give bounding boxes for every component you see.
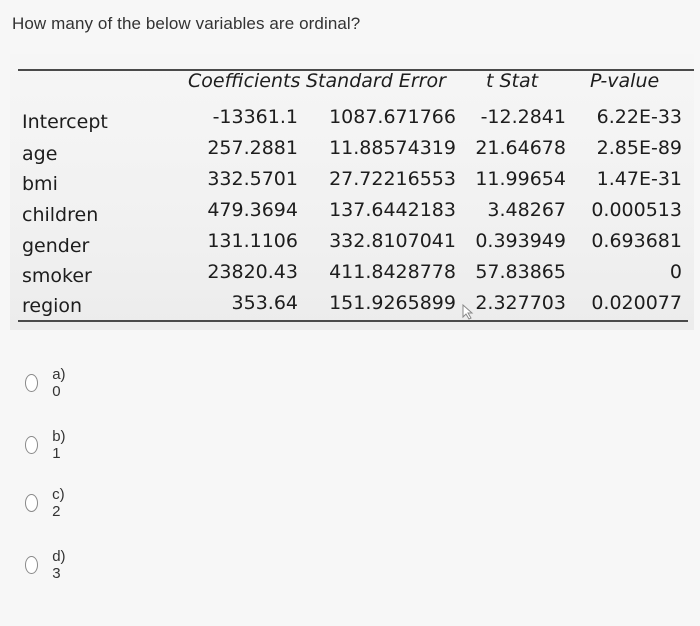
cell-coefficient: 353.64	[231, 292, 298, 314]
cell-coefficient: 257.2881	[207, 137, 298, 159]
option-label: c) 2	[52, 486, 65, 520]
table-bottom-rule	[18, 320, 688, 322]
mouse-cursor-icon	[462, 304, 474, 320]
cell-coefficient: 479.3694	[207, 199, 298, 221]
cell-p-value: 0	[669, 261, 682, 283]
regression-table-image	[10, 54, 694, 330]
cell-standard-error: 11.88574319	[329, 137, 456, 159]
row-label: age	[22, 143, 58, 165]
cell-p-value: 0.020077	[591, 292, 682, 314]
cell-standard-error: 332.8107041	[329, 230, 456, 252]
row-label: region	[22, 295, 83, 317]
cell-t-stat: 0.393949	[475, 230, 566, 252]
cell-p-value: 2.85E-89	[596, 137, 682, 159]
cell-p-value: 0.000513	[591, 199, 682, 221]
cell-t-stat: 21.64678	[475, 137, 566, 159]
cell-standard-error: 411.8428778	[329, 261, 456, 283]
row-label: Intercept	[22, 111, 108, 133]
cell-standard-error: 27.72216553	[329, 168, 456, 190]
cell-p-value: 1.47E-31	[596, 168, 682, 190]
row-label: smoker	[22, 265, 92, 287]
header-standard-error: Standard Error	[306, 70, 446, 92]
cell-t-stat: 11.99654	[475, 168, 566, 190]
option-d[interactable]	[25, 548, 70, 582]
cell-standard-error: 151.9265899	[329, 292, 456, 314]
question-text: How many of the below variables are ordinal?	[12, 14, 361, 33]
radio-button[interactable]	[25, 494, 38, 512]
cell-coefficient: 131.1106	[207, 230, 298, 252]
cell-coefficient: 332.5701	[207, 168, 298, 190]
radio-button[interactable]	[25, 436, 38, 454]
cell-coefficient: -13361.1	[212, 106, 298, 128]
regression-table	[10, 54, 694, 330]
cell-t-stat: 3.48267	[487, 199, 566, 221]
cell-coefficient: 23820.43	[207, 261, 298, 283]
radio-button[interactable]	[25, 374, 38, 392]
row-label: gender	[22, 235, 90, 257]
option-c[interactable]	[25, 486, 70, 520]
option-label: d) 3	[52, 548, 66, 582]
row-label: bmi	[22, 173, 58, 195]
cell-standard-error: 137.6442183	[329, 199, 456, 221]
cell-t-stat: 57.83865	[475, 261, 566, 283]
row-label: children	[22, 204, 99, 226]
cell-p-value: 6.22E-33	[596, 106, 682, 128]
header-coefficients: Coefficients	[188, 70, 301, 92]
option-label: a) 0	[52, 366, 66, 400]
radio-button[interactable]	[25, 556, 38, 574]
cell-t-stat: -12.2841	[480, 106, 566, 128]
option-b[interactable]	[25, 428, 70, 462]
option-a[interactable]	[25, 366, 70, 400]
option-label: b) 1	[52, 428, 66, 462]
cell-t-stat: 2.327703	[475, 292, 566, 314]
header-p-value: P-value	[590, 70, 660, 92]
cell-p-value: 0.693681	[591, 230, 682, 252]
cell-standard-error: 1087.671766	[329, 106, 456, 128]
header-t-stat: t Stat	[486, 70, 539, 92]
